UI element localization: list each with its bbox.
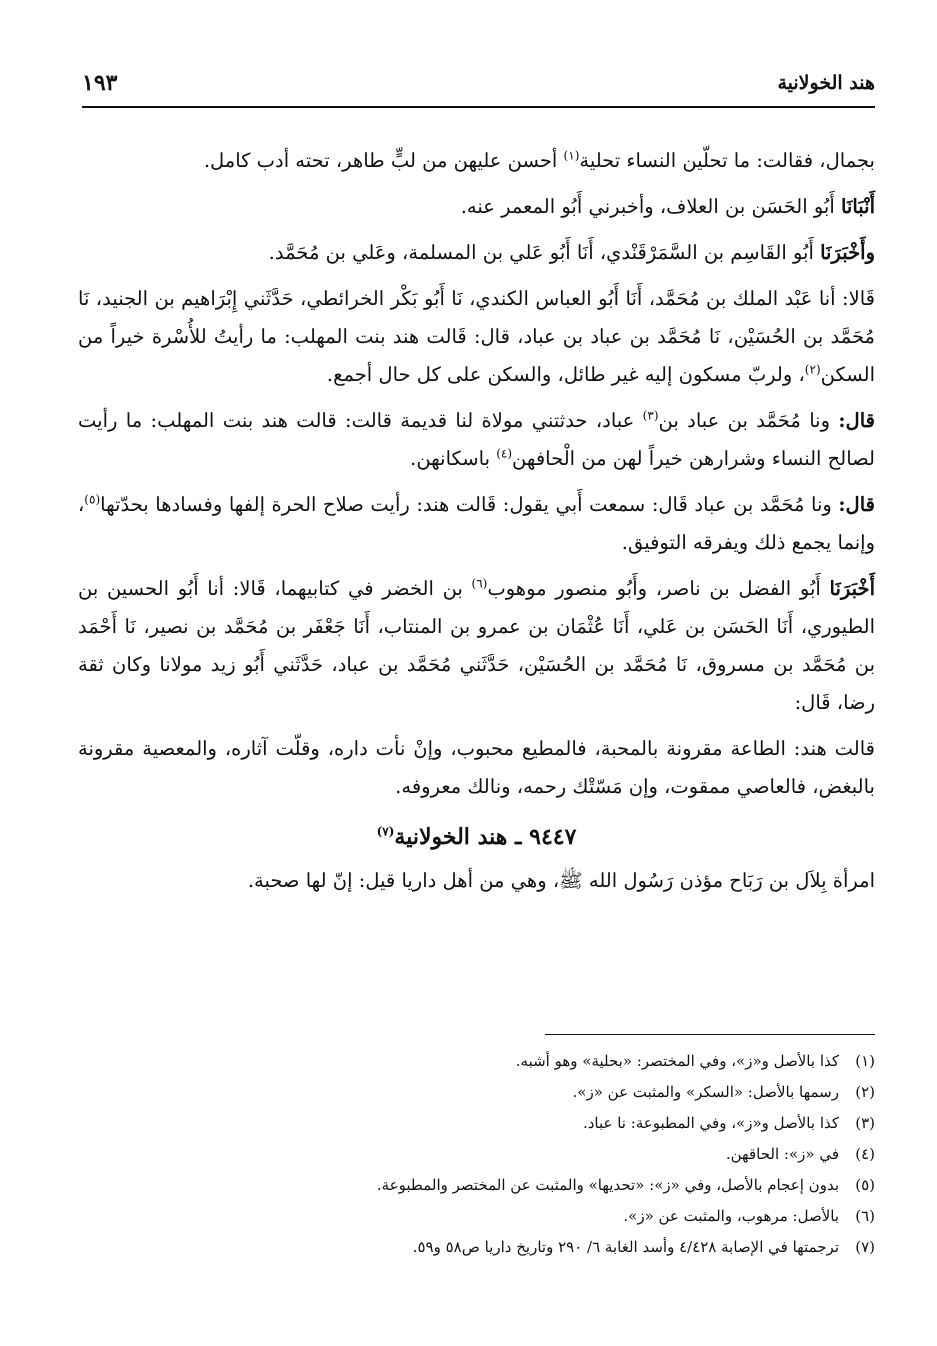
chain-lead-word: أَنْبَانَا (840, 195, 875, 218)
paragraph-text: بجمال، فقالت: ما تحلّين النساء تحلية (579, 149, 875, 172)
footnote (78, 1108, 875, 1139)
footnote (78, 1077, 875, 1108)
body-text (78, 142, 875, 908)
paragraph-text: أَبُو القَاسِم بن السَّمَرْقَنْدي، أَنَا أَبُو عَلي بن المسلمة، وعَلي بن مُحَمَّد. (268, 241, 821, 264)
footnote-number: (٧) (855, 1238, 875, 1256)
footnote-text: رسمها بالأصل: «السكر» والمثبت عن «ز». (572, 1083, 839, 1101)
footnote (78, 1139, 875, 1170)
paragraph (78, 402, 875, 478)
paragraph (78, 188, 875, 226)
paragraph-text: باسكانهن. (410, 447, 497, 470)
page-header (82, 66, 875, 108)
paragraph-text: بن الخضر في كتابيهما، قَالا: أنا أَبُو الحسين بن الطيوري، أَنَا الحَسَن بن عَلي، أَنَا عُثْمَان بن عمرو بن المنتاب، أَنَا جَعْفَر بن مُحَمَّد بن نصير، نَا أَحْمَد بن مُحَمَّد بن مسروق، نَا مُحَمَّد بن الحُسَيْن، حَدَّثَني مُحَمَّد بن عباد، حَدَّثَني أَبُو زيد مولانا وكان ثقة رضا، قَال: (78, 577, 875, 714)
footnote-ref: (٧) (376, 824, 395, 839)
paragraph-text: قَالا: أنا عَبْد الملك بن مُحَمَّد، أَنَا أَبُو العباس الكندي، نَا أَبُو بَكْر الخرائطي، حَدَّثَني إِبْرَاهيم بن الجنيد، نَا مُحَمَّد بن الحُسَيْن، نَا مُحَمَّد بن عباد بن عباد، قال: قَالت هند بنت المهلب: ما رأيتُ للأُسْرة خيراً من السكن (78, 287, 875, 386)
chain-lead-word: أَخْبَرَنَا (829, 577, 875, 600)
footnote (78, 1170, 875, 1201)
paragraph-text: قالت هند: الطاعة مقرونة بالمحبة، فالمطيع محبوب، وإنْ نأت داره، وقلّت آثاره، والمعصية مقرونة بالبغض، فالعاصي ممقوت، وإن مَسّتْك رحمه، ونالك معروفه. (78, 737, 875, 798)
footnote-ref: (١) (563, 148, 580, 163)
entry-title: ٩٤٤٧ ـ هند الخولانية (394, 824, 577, 850)
paragraph-text: أَبُو الفضل بن ناصر، وأَبُو منصور موهوب (487, 577, 830, 600)
paragraph-text: ونا مُحَمَّد بن عباد بن (658, 409, 839, 432)
footnote-ref: (٥) (84, 492, 101, 507)
paragraph (78, 234, 875, 272)
footnote-text: في «ز»: الحاقهن. (725, 1145, 839, 1163)
footnote-text: ترجمتها في الإصابة ٤/٤٢٨ وأسد الغابة ٦/ ٢٩٠ وتاريخ داريا ص٥٨ و٥٩. (412, 1238, 839, 1256)
paragraph-text: ، ولربّ مسكون إليه غير طائل، والسكن على كل حال أجمع. (326, 363, 805, 386)
footnote (78, 1201, 875, 1232)
footnote-text: بالأصل: مرهوب، والمثبت عن «ز». (623, 1207, 839, 1225)
footnote-number: (٥) (855, 1176, 875, 1194)
paragraph (78, 280, 875, 394)
footnotes (78, 1046, 875, 1263)
paragraph-text: أحسن عليهن من لبٍّ طاهر، تحته أدب كامل. (203, 149, 564, 172)
footnote-number: (٦) (855, 1207, 875, 1225)
chain-lead-word: قال: (838, 493, 875, 516)
footnote (78, 1046, 875, 1077)
footnote (78, 1232, 875, 1263)
running-title: هند الخولانية (777, 72, 875, 94)
footnote-ref: (٦) (471, 576, 488, 591)
footnote-ref: (٣) (642, 408, 659, 423)
footnote-ref: (٤) (496, 446, 513, 461)
footnote-ref: (٢) (804, 362, 821, 377)
entry-text: امرأة بِلاَل بن رَبَاح مؤذن رَسُول الله ﷺ، وهي من أهل داريا قيل: إنّ لها صحبة. (247, 869, 875, 892)
footnote-text: كذا بالأصل و«ز»، وفي المختصر: «بحلية» وهو أشبه. (515, 1052, 839, 1070)
paragraph-text: ، وإنما يجمع ذلك ويفرقه التوفيق. (78, 493, 875, 554)
chain-lead-word: وأَخْبَرَنَا (820, 241, 875, 264)
paragraph (78, 862, 875, 900)
paragraph (78, 142, 875, 180)
page-number: ١٩٣ (82, 70, 118, 96)
footnote-text: بدون إعجام بالأصل، وفي «ز»: «تحديها» والمثبت عن المختصر والمطبوعة. (376, 1176, 839, 1194)
paragraph-text: أَبُو الحَسَن بن العلاف، وأخبرني أَبُو المعمر عنه. (460, 195, 841, 218)
paragraph (78, 570, 875, 722)
paragraph-text: عباد، حدثتني مولاة لنا قديمة قالت: قالت هند بنت المهلب: ما رأيت لصالح النساء وشرارهن خيراً لهن من الْحافهن (78, 409, 875, 470)
footnote-number: (١) (855, 1052, 875, 1070)
paragraph-text: ونا مُحَمَّد بن عباد قَال: سمعت أَبي يقول: قَالت هند: رأيت صلاح الحرة إلفها وفسادها بحدّتها (100, 493, 839, 516)
footnote-text: كذا بالأصل و«ز»، وفي المطبوعة: نا عباد. (582, 1114, 839, 1132)
paragraph (78, 486, 875, 562)
paragraph (78, 730, 875, 806)
chain-lead-word: قال: (838, 409, 875, 432)
footnote-number: (٤) (855, 1145, 875, 1163)
footnote-number: (٢) (855, 1083, 875, 1101)
footnote-divider (545, 1034, 875, 1035)
footnote-number: (٣) (855, 1114, 875, 1132)
entry-heading (78, 818, 875, 856)
